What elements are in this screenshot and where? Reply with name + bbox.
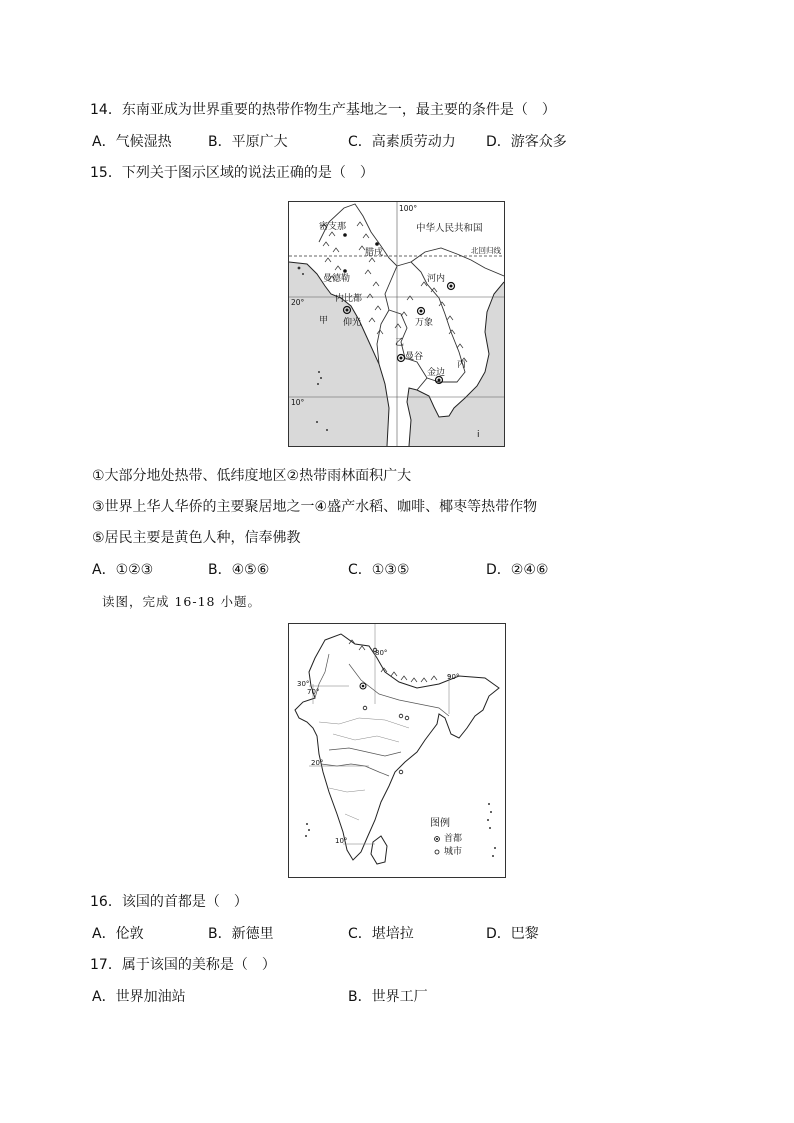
- india-map: [288, 623, 506, 878]
- map1-label-lon100: 100°: [399, 204, 418, 213]
- map1-label-yi: 乙: [395, 338, 405, 348]
- q15-option-c: C．①③⑤: [348, 562, 410, 578]
- map2-label-lon80: 80°: [375, 649, 388, 657]
- map1-label-phnompenh: 金边: [427, 368, 446, 378]
- question-16-text: 16．该国的首都是（ ）: [90, 894, 248, 910]
- southeast-asia-map: [288, 201, 505, 447]
- map1-label-jia: 甲: [319, 316, 329, 326]
- q15-statement-2: ③世界上华人华侨的主要聚居地之一④盛产水稻、咖啡、椰枣等热带作物: [92, 499, 538, 515]
- question-15-text: 15．下列关于图示区域的说法正确的是（ ）: [90, 165, 374, 181]
- q14-option-a: A．气候湿热: [92, 134, 172, 150]
- map1-label-mandalay: 曼德勒: [323, 274, 351, 284]
- map1-label-lat10: 10°: [291, 398, 305, 407]
- q14-option-c: C．高素质劳动力: [348, 134, 456, 150]
- map1-label-naypyidaw: 内比都: [335, 294, 363, 304]
- map1-label-myitkyina: 密支那: [319, 222, 347, 232]
- map1-label-lashio: 腊戌: [365, 248, 384, 258]
- map2-label-lon70: 70°: [307, 688, 320, 696]
- question-17-text: 17．属于该国的美称是（ ）: [90, 957, 276, 973]
- question-14-text: 14．东南亚成为世界重要的热带作物生产基地之一，最主要的条件是（ ）: [90, 102, 556, 118]
- map2-label-lon90: 90°: [447, 673, 460, 681]
- q15-statement-1: ①大部分地处热带、低纬度地区②热带雨林面积广大: [92, 468, 412, 484]
- map2-label-lat30: 30°: [297, 680, 310, 688]
- map1-label-tropic: 北回归线: [471, 246, 501, 255]
- map1-label-bing: 丙: [457, 360, 467, 370]
- map1-label-yangon: 仰光: [343, 318, 362, 328]
- q16-option-c: C．堪培拉: [348, 926, 414, 942]
- india-map-drawing: [289, 624, 505, 877]
- map1-label-corner: i: [477, 430, 480, 440]
- q15-option-b: B．④⑤⑥: [208, 562, 270, 578]
- map1-label-vientiane: 万象: [415, 318, 434, 328]
- map2-label-lat10: 10°: [335, 837, 348, 845]
- map2-legend-capital: 首都: [444, 834, 463, 844]
- q15-statement-3: ⑤居民主要是黄色人种，信奉佛教: [92, 530, 301, 546]
- instruction-text: 读图，完成 16-18 小题。: [102, 594, 261, 609]
- map1-label-china: 中华人民共和国: [416, 223, 483, 234]
- map1-label-bangkok: 曼谷: [405, 352, 424, 362]
- q14-option-d: D．游客众多: [486, 134, 567, 150]
- q15-option-d: D．②④⑥: [486, 562, 549, 578]
- q16-option-d: D．巴黎: [486, 926, 539, 942]
- map2-label-lat20: 20°: [311, 759, 324, 767]
- q16-option-b: B．新德里: [208, 926, 274, 942]
- q15-option-a: A．①②③: [92, 562, 154, 578]
- map1-label-lat20: 20°: [291, 298, 305, 307]
- map2-legend-city: 城市: [444, 847, 463, 857]
- q17-option-b: B．世界工厂: [348, 989, 428, 1005]
- q14-option-b: B．平原广大: [208, 134, 288, 150]
- map2-legend-title: 图例: [430, 818, 450, 829]
- q16-option-a: A．伦敦: [92, 926, 144, 942]
- q17-option-a: A．世界加油站: [92, 989, 186, 1005]
- map1-label-hanoi: 河内: [427, 274, 446, 284]
